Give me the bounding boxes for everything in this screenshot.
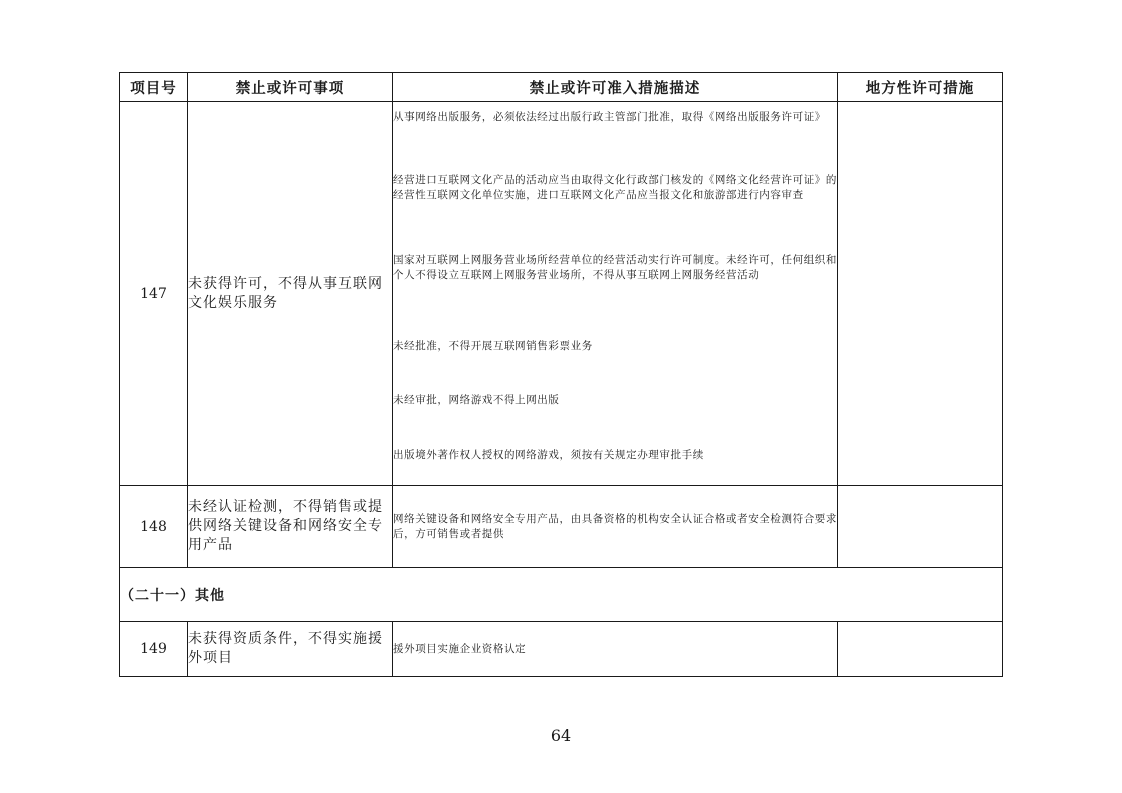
- table-row: [120, 486, 1003, 568]
- restriction-table: [119, 72, 1003, 677]
- header-local-measures: 地方性许可措施: [838, 73, 1003, 102]
- matter-text: 未获得许可，不得从事互联网文化娱乐服务: [188, 102, 393, 486]
- section-row: [120, 568, 1003, 622]
- measure-description: 从事网络出版服务，必须依法经过出版行政主管部门批准，取得《网络出版服务许可证》: [393, 111, 826, 123]
- section-title: （二十一）其他: [120, 568, 1003, 622]
- measure-description: 经营进口互联网文化产品的活动应当由取得文化行政部门核发的《网络文化经营许可证》的经营性互联网文化单位实施，进口互联网文化产品应当报文化和旅游部进行内容审查: [393, 174, 837, 201]
- local-measure: [838, 622, 1003, 677]
- measure-description: 网络关键设备和网络安全专用产品，由具备资格的机构安全认证合格或者安全检测符合要求后，方可销售或者提供: [393, 512, 837, 540]
- measure-description-cell: [393, 486, 838, 568]
- item-number: 147: [120, 102, 188, 486]
- measure-description: 国家对互联网上网服务营业场所经营单位的经营活动实行许可制度。未经许可，任何组织和个人不得设立互联网上网服务营业场所，不得从事互联网上网服务经营活动: [393, 254, 837, 281]
- measure-description: 援外项目实施企业资格认定: [393, 642, 527, 655]
- measure-description-cell: [393, 102, 838, 486]
- table-row: [120, 622, 1003, 677]
- local-measure: [838, 102, 1003, 486]
- header-measure-description: 禁止或许可准入措施描述: [393, 73, 838, 102]
- measure-description-cell: [393, 622, 838, 677]
- measure-description: 未经批准，不得开展互联网销售彩票业务: [393, 340, 593, 352]
- header-matter: 禁止或许可事项: [188, 73, 393, 102]
- matter-text: 未经认证检测，不得销售或提供网络关键设备和网络安全专用产品: [188, 486, 393, 568]
- page-number: 64: [550, 726, 572, 745]
- measure-description: 出版境外著作权人授权的网络游戏，须按有关规定办理审批手续: [393, 449, 704, 461]
- table-row: [120, 102, 1003, 486]
- measure-description: 未经审批，网络游戏不得上网出版: [393, 394, 560, 406]
- header-item-number: 项目号: [120, 73, 188, 102]
- item-number: 149: [120, 622, 188, 677]
- local-measure: [838, 486, 1003, 568]
- matter-text: 未获得资质条件，不得实施援外项目: [188, 622, 393, 677]
- table-header-row: [120, 73, 1003, 102]
- item-number: 148: [120, 486, 188, 568]
